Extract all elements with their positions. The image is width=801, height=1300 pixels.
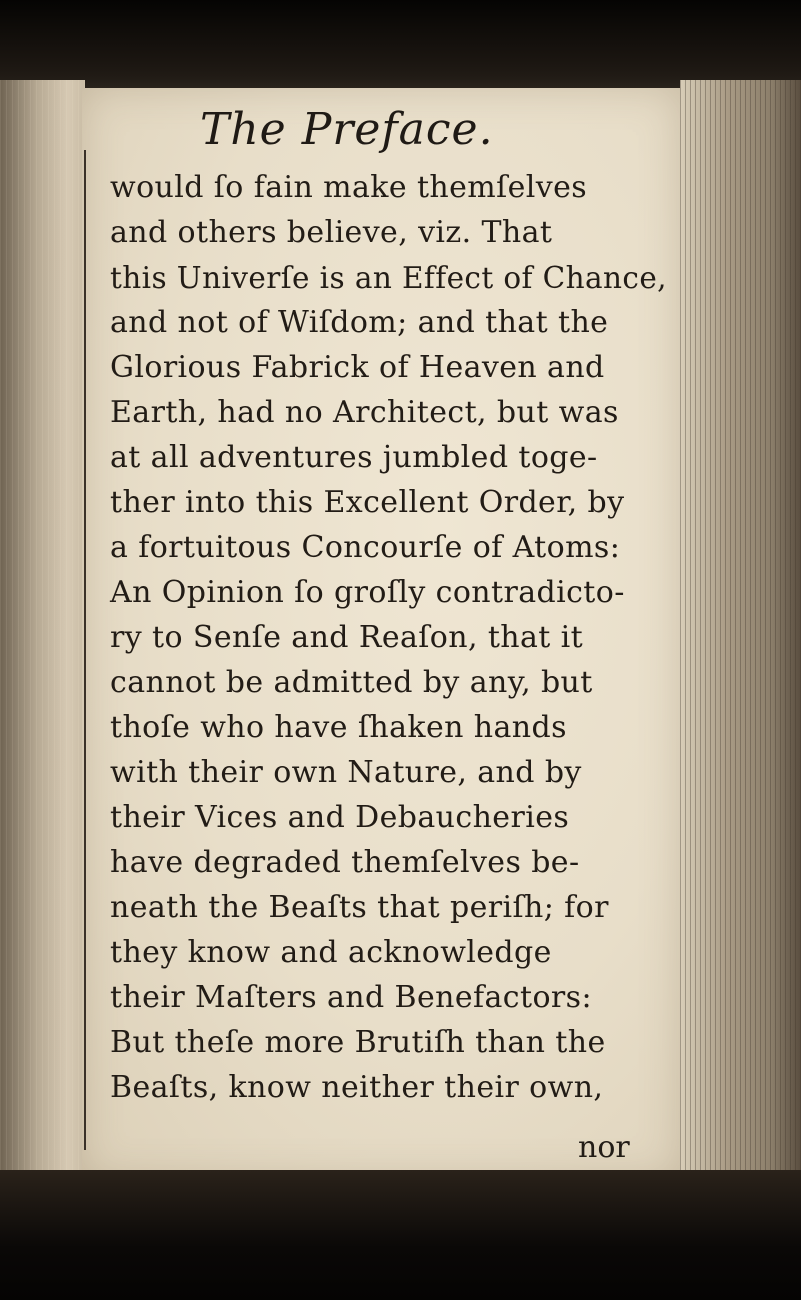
text-line-12: cannot be admitted by any, but: [110, 665, 593, 700]
right-page-edges: [680, 80, 801, 1190]
text-line-18: they know and acknowledge: [110, 935, 552, 970]
text-line-8: ther into this Excellent Order, by: [110, 485, 625, 520]
text-line-9: a fortuitous Concourſe of Atoms:: [110, 530, 621, 565]
catchword: nor: [578, 1130, 630, 1165]
text-line-7: at all adventures jumbled toge-: [110, 440, 598, 475]
bottom-shadow: [0, 1170, 801, 1300]
text-line-5: Glorious Fabrick of Heaven and: [110, 350, 605, 385]
text-line-20: But theſe more Brutiſh than the: [110, 1025, 606, 1060]
text-line-11: ry to Senſe and Reaſon, that it: [110, 620, 584, 655]
text-line-15: their Vices and Debaucheries: [110, 800, 570, 835]
running-head: The Preface.: [200, 104, 494, 155]
text-line-21: Beaſts, know neither their own,: [110, 1070, 604, 1105]
gutter-line: [84, 150, 86, 1150]
text-line-19: their Maſters and Benefactors:: [110, 980, 592, 1015]
text-line-16: have degraded themſelves be-: [110, 845, 580, 880]
text-line-3: this Univerſe is an Effect of Chance,: [110, 261, 667, 295]
text-line-10: An Opinion ſo groſly contradicto-: [110, 575, 625, 610]
text-line-2: and others believe, viz. That: [110, 215, 553, 250]
text-line-1: would ſo fain make themſelves: [110, 170, 588, 205]
text-line-6: Earth, had no Architect, but was: [110, 395, 619, 430]
text-line-17: neath the Beaſts that periſh; for: [110, 890, 609, 925]
left-page-edges: [0, 80, 85, 1190]
text-line-4: and not of Wiſdom; and that the: [110, 305, 609, 340]
text-line-13: thoſe who have ſhaken hands: [110, 710, 567, 745]
text-line-14: with their own Nature, and by: [110, 755, 582, 790]
